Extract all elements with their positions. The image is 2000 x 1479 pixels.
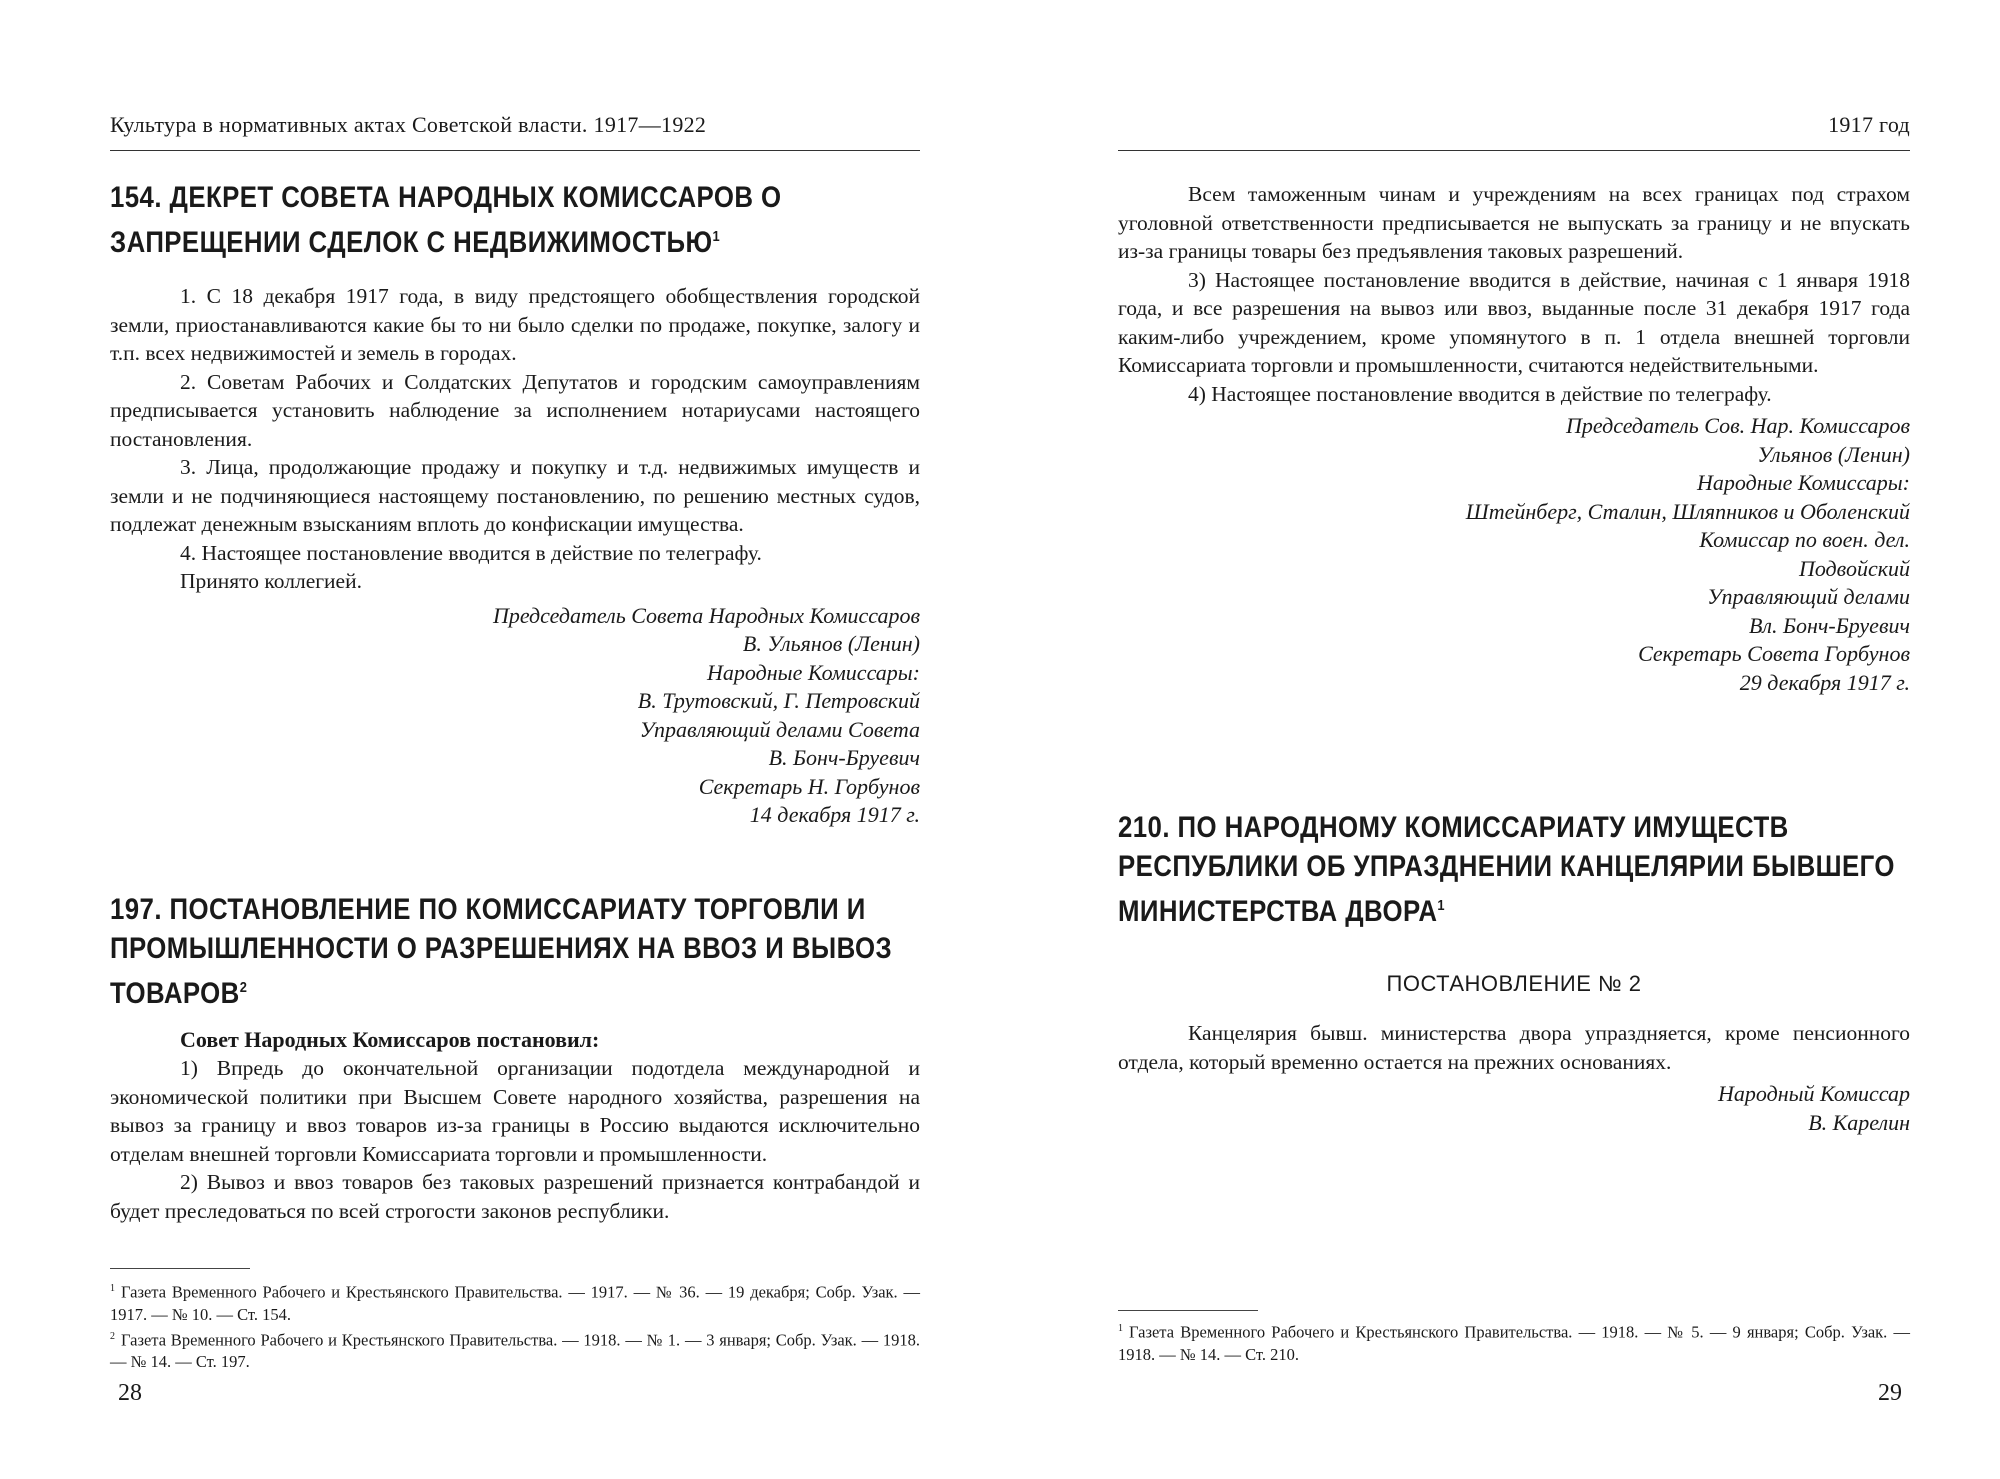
page-number-left: 28 bbox=[118, 1380, 142, 1406]
doc-197-continued-paragraph-1: Всем таможенным чинам и учреждениям на всех границах под страхом уголовной ответственности предписывается не выпускать за границу и не впускать из-за границы товары без предъявления таковых разрешений. bbox=[1118, 182, 1910, 263]
doc-210-paragraph-1: Канцелярия бывш. министерства двора упраздняется, кроме пенсионного отдела, который временно остается на прежних основаниях. bbox=[1118, 1021, 1910, 1074]
right-page bbox=[1118, 0, 1910, 1479]
signature-line: Секретарь Совета Горбунов bbox=[1638, 641, 1910, 666]
document-154 bbox=[110, 178, 920, 830]
signature-line: В. Трутовский, Г. Петровский bbox=[637, 688, 920, 713]
footnote-rule-right bbox=[1118, 1310, 1258, 1311]
document-197-continued bbox=[1118, 180, 1910, 697]
signature-line: Подвойский bbox=[1798, 555, 1910, 581]
signature-line: Председатель Совета Народных Комиссаров bbox=[492, 602, 920, 628]
doc-154-paragraph-3: 3. Лица, продолжающие продажу и покупку и т.д. недвижимых имуществ и земли и не подчиняющиеся настоящему постановлению, по решению местных судов, подлежат денежным взысканиям вплоть до конфискации имущества. bbox=[110, 455, 920, 536]
signature-line: Вл. Бонч-Бруевич bbox=[1748, 612, 1910, 638]
signature-line: Председатель Сов. Нар. Комиссаров bbox=[1565, 413, 1910, 438]
footnote-ref: 1 bbox=[712, 228, 721, 245]
signature-line: Штейнберг, Сталин, Шляпников и Оболенский bbox=[1465, 498, 1910, 524]
signature-line: В. Бонч-Бруевич bbox=[768, 745, 920, 770]
doc-197-paragraph-1: 1) Впредь до окончательной организации подотдела международной и экономической политики при Высшем Совете народного хозяйства, разрешения на вывоз за границу и ввоз товаров из-за границы в Россию выдаются исключительно отделам внешней торговли Комиссариата торговли и промышленности. bbox=[110, 1056, 920, 1166]
document-210 bbox=[1118, 808, 1910, 1137]
footnote-ref: 2 bbox=[239, 979, 248, 996]
header-rule-right bbox=[1118, 150, 1910, 151]
signature-line: Комиссар по воен. дел. bbox=[1699, 527, 1910, 552]
signature-line: Народный Комиссар bbox=[1718, 1081, 1910, 1106]
footnotes-left bbox=[110, 1278, 920, 1373]
doc-154-title: 154. ДЕКРЕТ СОВЕТА НАРОДНЫХ КОМИССАРОВ О ЗАПРЕЩЕНИИ СДЕЛОК С НЕДВИЖИМОСТЬЮ$^1$ bbox=[110, 181, 782, 259]
doc-154-paragraph-4: 4. Настоящее постановление вводится в действие по телеграфу. bbox=[180, 540, 762, 565]
running-head-left: Культура в нормативных актах Советской власти. 1917—1922 bbox=[110, 112, 707, 137]
signature-line: Народные Комиссары: bbox=[1697, 470, 1910, 495]
signature-date: 29 декабря 1917 г. bbox=[1739, 669, 1910, 695]
footnote-2: $^2$ Газета Временного Рабочего и Крестьянского Правительства. — 1918. — № 1. — 3 января; Собр. Узак. — 1918. — № 14. — Ст. 197. bbox=[110, 1330, 920, 1371]
doc-154-paragraph-1: 1. С 18 декабря 1917 года, в виду предстоящего обобществления городской земли, приостанавливаются какие бы то ни было сделки по продаже, покупке, залогу и т.п. всех недвижимостей и земель в городах. bbox=[110, 284, 920, 365]
footnote-1: $^1$ Газета Временного Рабочего и Крестьянского Правительства. — 1917. — № 36. — 19 декабря; Собр. Узак. — 1917. — № 10. — Ст. 154. bbox=[110, 1282, 920, 1324]
document-197 bbox=[110, 890, 920, 1225]
doc-197-title: 197. ПОСТАНОВЛЕНИЕ ПО КОМИССАРИАТУ ТОРГОВЛИ И ПРОМЫШЛЕННОСТИ О РАЗРЕШЕНИЯХ НА ВВОЗ И ВЫВОЗ ТОВАРОВ$^2$ bbox=[110, 893, 893, 1010]
doc-197-paragraph-2: 2) Вывоз и ввоз товаров без таковых разрешений признается контрабандой и будет преследоваться по всей строгости законов республики. bbox=[110, 1170, 920, 1223]
signature-line: В. Карелин bbox=[1808, 1109, 1910, 1135]
doc-197-continued-paragraph-3: 4) Настоящее постановление вводится в действие по телеграфу. bbox=[1188, 381, 1772, 406]
doc-154-paragraph-2: 2. Советам Рабочих и Солдатских Депутатов и городским самоуправлениям предписывается установить наблюдение за исполнением нотариусами настоящего постановления. bbox=[110, 369, 920, 451]
signature-line: Секретарь Н. Горбунов bbox=[698, 773, 920, 799]
signature-date: 14 декабря 1917 г. bbox=[749, 802, 920, 827]
doc-154-paragraph-5: Принято коллегией. bbox=[180, 569, 362, 593]
footnote-ref: 1 bbox=[1437, 897, 1445, 914]
doc-210-title: 210. ПО НАРОДНОМУ КОМИССАРИАТУ ИМУЩЕСТВ РЕСПУБЛИКИ ОБ УПРАЗДНЕНИИ КАНЦЕЛЯРИИ БЫВШЕГО МИНИСТЕРСТВА ДВОРА$^1$ bbox=[1118, 811, 1895, 928]
doc-210-subheading: ПОСТАНОВЛЕНИЕ № 2 bbox=[1386, 971, 1642, 996]
footnote-1: $^1$ Газета Временного Рабочего и Крестьянского Правительства. — 1918. — № 5. — 9 января; Собр. Узак. — 1918. — № 14. — Ст. 210. bbox=[1118, 1322, 1910, 1364]
signature-line: Народные Комиссары: bbox=[707, 659, 920, 685]
signature-line: Управляющий делами Совета bbox=[639, 716, 920, 742]
doc-197-continued-paragraph-2: 3) Настоящее постановление вводится в действие, начиная с 1 января 1918 года, и все разрешения на вывоз или ввоз, выданные после 31 декабря 1917 года каким-либо учреждением, кроме упомянутого в п. 1 отдела внешней торговли Комиссариата торговли и промышленности, считаются недействительными. bbox=[1118, 267, 1910, 377]
signature-line: Ульянов (Ленин) bbox=[1757, 441, 1910, 467]
header-rule-left bbox=[110, 150, 920, 151]
footnotes-right bbox=[1118, 1318, 1910, 1366]
footnote-rule-left bbox=[110, 1268, 250, 1269]
doc-197-lead: Совет Народных Комиссаров постановил: bbox=[180, 1027, 600, 1052]
signature-line: Управляющий делами bbox=[1707, 584, 1910, 609]
page-number-right: 29 bbox=[1878, 1380, 1902, 1406]
left-page bbox=[110, 0, 920, 1479]
running-head-right: 1917 год bbox=[1828, 112, 1910, 137]
signature-line: В. Ульянов (Ленин) bbox=[742, 631, 920, 656]
